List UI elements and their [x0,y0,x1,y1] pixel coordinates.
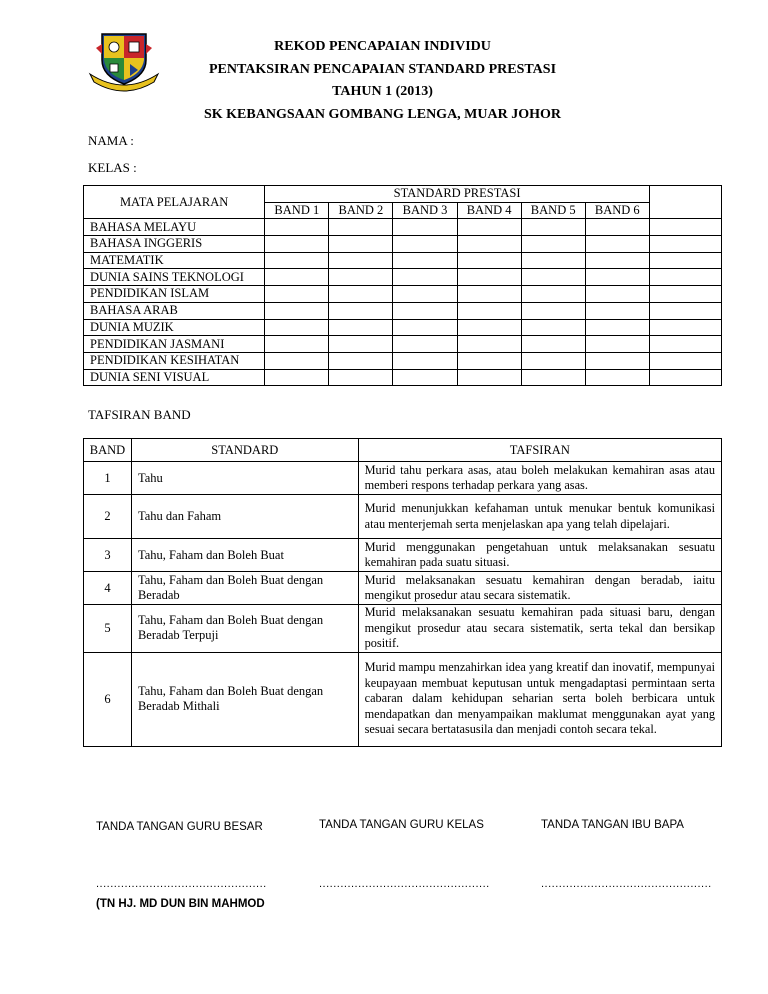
tafsiran-col-header: TAFSIRAN [358,439,721,462]
band-tafsiran: Murid menunjukkan kefahaman untuk menukar bentuk komunikasi atau menterjemah serta menjelaskan apa yang telah dipelajari. [358,495,721,539]
band-number: 1 [84,462,132,495]
band-cell [585,302,649,319]
subject-name: BAHASA ARAB [84,302,265,319]
band-cell [329,336,393,353]
band-cell [521,302,585,319]
band-header-6: BAND 6 [585,202,649,219]
subject-row [84,252,722,269]
band-cell [521,236,585,253]
band-cell [457,319,521,336]
subject-name: BAHASA MELAYU [84,219,265,236]
band-tafsiran: Murid mampu menzahirkan idea yang kreatif dan inovatif, mempunyai keupayaan membuat keputusan untuk mengadaptasi permintaan serta cabaran dalam kehidupan seharian serta boleh berbicara untuk mendapatkan dan menyampaikan maklumat menggunakan ayat yang sesuai secara bertatasusila dan menjadi contoh secara tekal. [358,652,721,746]
subject-row [84,236,722,253]
subject-row [84,352,722,369]
band-cell [265,236,329,253]
subject-name: PENDIDIKAN ISLAM [84,286,265,303]
band-header-5: BAND 5 [521,202,585,219]
band-tafsiran: Murid tahu perkara asas, atau boleh melakukan kemahiran asas atau memberi respons terhadap perkara yang asas. [358,462,721,495]
band-cell [457,302,521,319]
extra-cell [649,352,721,369]
band-cell [457,252,521,269]
subject-name: MATEMATIK [84,252,265,269]
band-cell [329,252,393,269]
band-cell [585,336,649,353]
band-cell [457,236,521,253]
standard-prestasi-header: STANDARD PRESTASI [265,186,650,203]
band-col-header: BAND [84,439,132,462]
band-standard: Tahu, Faham dan Boleh Buat dengan Beradab Mithali [131,652,358,746]
tafsiran-band-title: TAFSIRAN BAND [88,407,191,422]
band-cell [521,286,585,303]
band-cell [521,352,585,369]
band-tafsiran: Murid menggunakan pengetahuan untuk melaksanakan sesuatu kemahiran pada suatu situasi. [358,539,721,572]
band-standard: Tahu dan Faham [131,495,358,539]
band-row [84,495,722,539]
band-cell [393,219,457,236]
band-cell [329,319,393,336]
band-standard: Tahu, Faham dan Boleh Buat [131,539,358,572]
extra-cell [649,219,721,236]
subject-row [84,302,722,319]
band-cell [265,369,329,386]
extra-cell [649,286,721,303]
extra-cell [649,302,721,319]
band-number: 5 [84,605,132,653]
band-cell [457,336,521,353]
band-header-1: BAND 1 [265,202,329,219]
band-cell [521,319,585,336]
band-standard: Tahu, Faham dan Boleh Buat dengan Beradab [131,572,358,605]
band-number: 3 [84,539,132,572]
band-cell [329,286,393,303]
band-cell [585,286,649,303]
extra-cell [649,252,721,269]
sig-label-ibu-bapa: TANDA TANGAN IBU BAPA [541,819,684,831]
subject-row [84,369,722,386]
band-cell [457,269,521,286]
band-cell [585,252,649,269]
header-subtitle: PENTAKSIRAN PENCAPAIAN STANDARD PRESTASI [208,61,557,77]
extra-cell [649,236,721,253]
band-cell [329,236,393,253]
subjects-table [83,185,722,386]
band-cell [521,336,585,353]
band-cell [329,269,393,286]
band-cell [457,286,521,303]
band-cell [393,269,457,286]
band-cell [585,269,649,286]
kelas-field-label: KELAS : [88,160,137,175]
band-cell [329,352,393,369]
band-cell [585,352,649,369]
band-cell [265,302,329,319]
band-standard: Tahu, Faham dan Boleh Buat dengan Beradab Terpuji [131,605,358,653]
subject-row [84,319,722,336]
band-cell [265,286,329,303]
document-header [180,36,585,126]
band-cell [393,236,457,253]
subject-name: DUNIA SAINS TEKNOLOGI [84,269,265,286]
band-cell [265,219,329,236]
col-subject-header: MATA PELAJARAN [84,186,265,219]
band-cell [457,352,521,369]
subject-row [84,269,722,286]
sig-line-guru-besar: ................................................ [96,878,267,890]
header-year: TAHUN 1 (2013) [332,84,433,99]
band-cell [585,236,649,253]
band-number: 2 [84,495,132,539]
band-cell [265,319,329,336]
band-row [84,652,722,746]
band-cell [521,269,585,286]
band-cell [393,252,457,269]
band-cell [393,352,457,369]
band-cell [521,252,585,269]
sig-label-guru-kelas: TANDA TANGAN GURU KELAS [319,819,484,831]
band-cell [265,269,329,286]
band-cell [521,219,585,236]
band-header-2: BAND 2 [329,202,393,219]
subject-name: PENDIDIKAN JASMANI [84,336,265,353]
band-tafsiran: Murid melaksanakan sesuatu kemahiran pada situasi baru, dengan mengikut prosedur atau secara sistematik, serta tekal dan bersikap positif. [358,605,721,653]
subject-row [84,219,722,236]
band-row [84,572,722,605]
band-cell [393,336,457,353]
band-standard: Tahu [131,462,358,495]
band-interpretation-table [83,438,722,747]
band-cell [393,319,457,336]
band-cell [329,369,393,386]
band-cell [329,302,393,319]
extra-cell [649,369,721,386]
band-row [84,462,722,495]
band-cell [585,219,649,236]
header-title: REKOD PENCAPAIAN INDIVIDU [274,39,491,54]
band-header-3: BAND 3 [393,202,457,219]
band-cell [265,336,329,353]
sig-line-ibu-bapa: ................................................ [541,878,712,890]
subject-row [84,286,722,303]
extra-cell [649,269,721,286]
guru-besar-name: (TN HJ. MD DUN BIN MAHMOD [96,898,265,910]
empty-header-cell [649,186,721,219]
band-cell [265,352,329,369]
subject-row [84,336,722,353]
sig-line-guru-kelas: ................................................ [319,878,490,890]
band-cell [585,369,649,386]
band-cell [521,369,585,386]
band-cell [457,219,521,236]
subject-name: DUNIA MUZIK [84,319,265,336]
band-tafsiran: Murid melaksanakan sesuatu kemahiran dengan beradab, iaitu mengikut prosedur atau secara sistematik. [358,572,721,605]
standard-col-header: STANDARD [131,439,358,462]
band-cell [457,369,521,386]
header-school: SK KEBANGSAAN GOMBANG LENGA, MUAR JOHOR [203,106,562,122]
band-header-4: BAND 4 [457,202,521,219]
band-cell [393,302,457,319]
band-cell [585,319,649,336]
band-number: 6 [84,652,132,746]
extra-cell [649,336,721,353]
subject-name: DUNIA SENI VISUAL [84,369,265,386]
school-crest-logo [88,30,160,92]
sig-label-guru-besar: TANDA TANGAN GURU BESAR [96,821,263,833]
subject-name: BAHASA INGGERIS [84,236,265,253]
band-number: 4 [84,572,132,605]
subject-name: PENDIDIKAN KESIHATAN [84,352,265,369]
band-cell [265,252,329,269]
band-cell [393,286,457,303]
band-cell [329,219,393,236]
band-row [84,605,722,653]
band-row [84,539,722,572]
extra-cell [649,319,721,336]
band-cell [393,369,457,386]
nama-field-label: NAMA : [88,133,134,148]
